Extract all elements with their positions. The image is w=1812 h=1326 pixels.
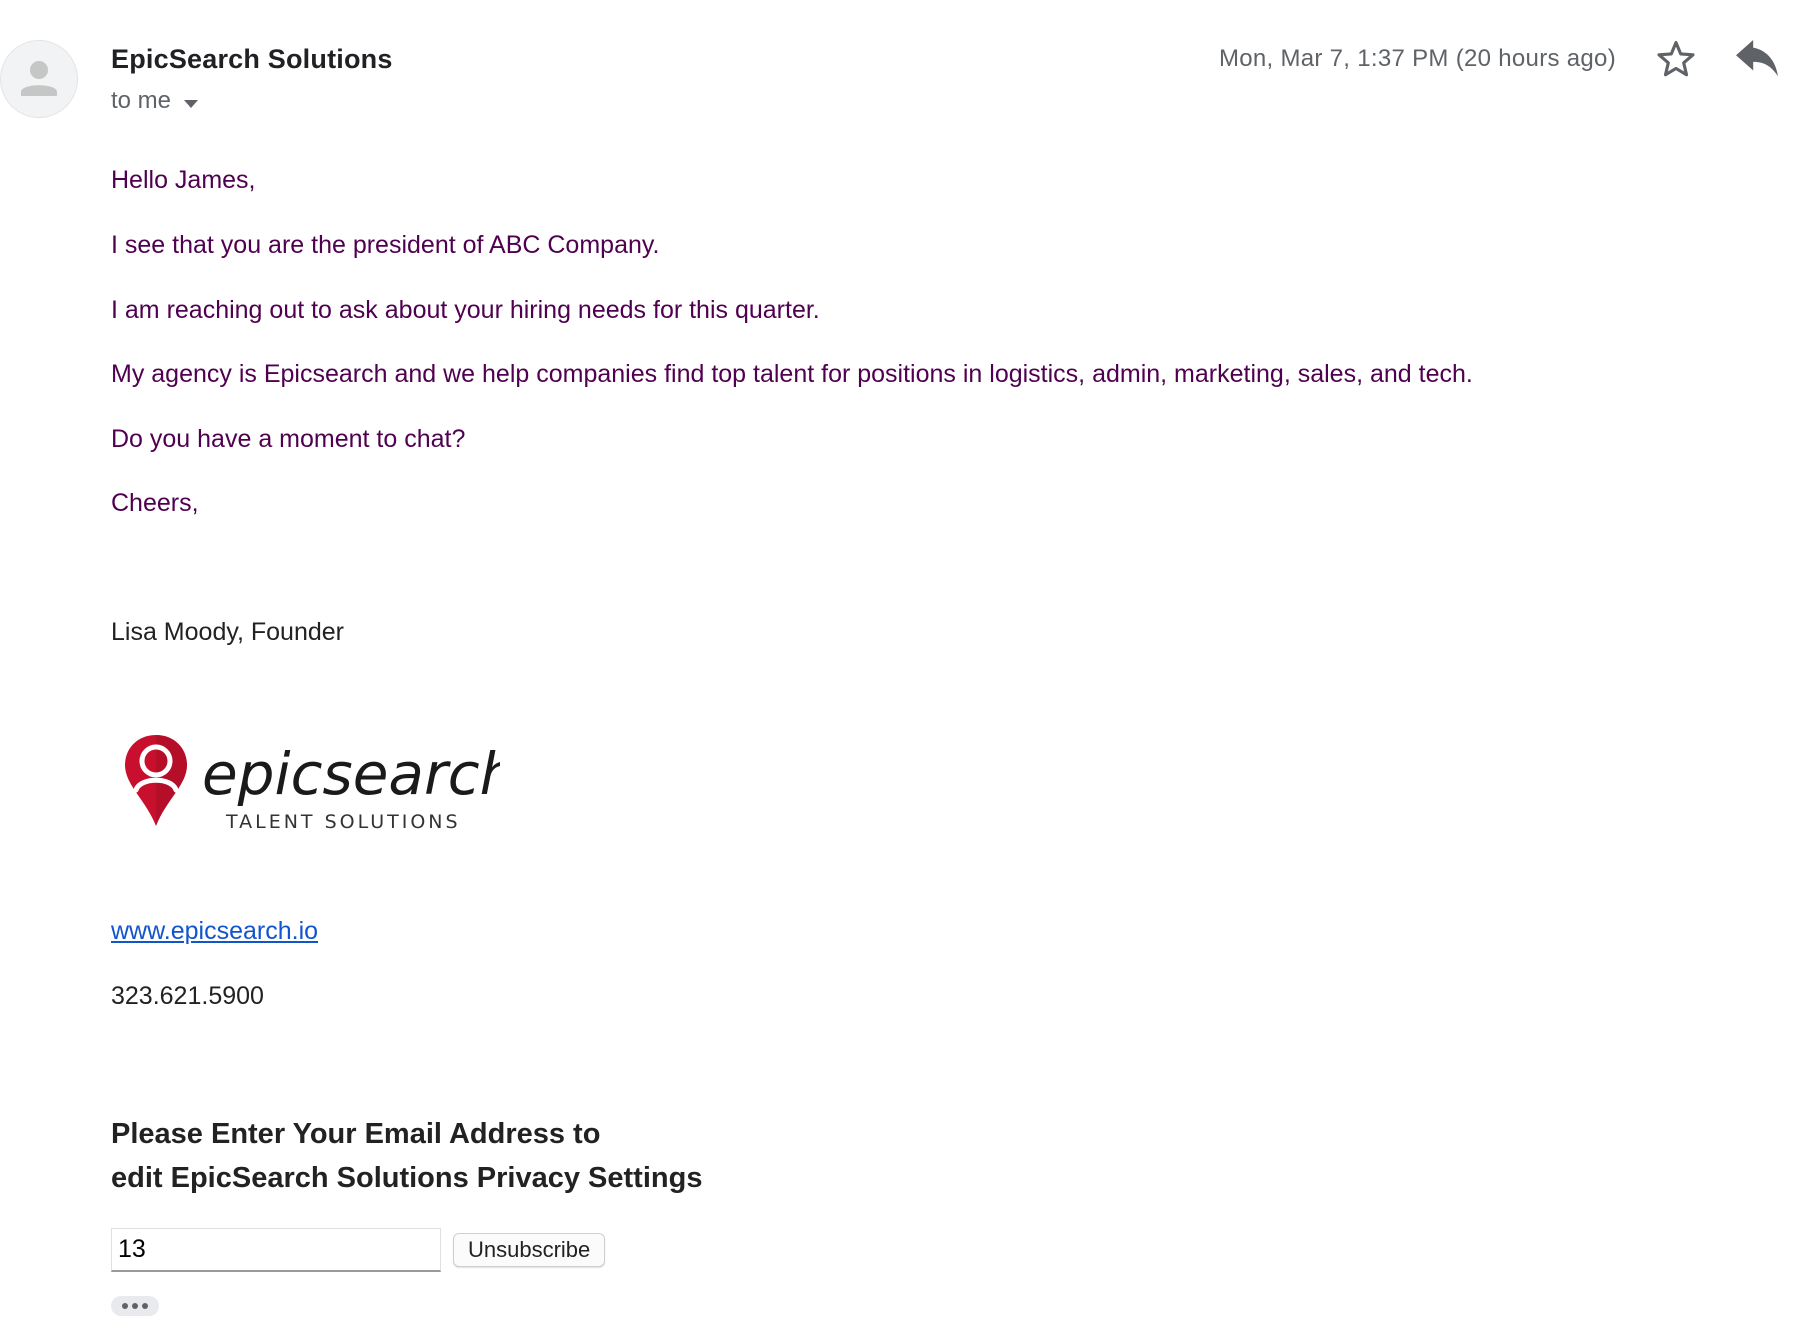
greeting-line: Hello James, bbox=[111, 166, 256, 194]
location-pin-icon bbox=[125, 735, 187, 826]
privacy-heading-line-1: Please Enter Your Email Address to bbox=[111, 1118, 601, 1150]
website-link[interactable]: www.epicsearch.io bbox=[111, 917, 319, 945]
recipient-label: to me bbox=[111, 87, 172, 114]
star-icon[interactable] bbox=[1655, 38, 1697, 80]
epicsearch-logo bbox=[120, 730, 500, 840]
unsubscribe-button[interactable]: Unsubscribe bbox=[453, 1233, 605, 1267]
reply-icon[interactable] bbox=[1734, 40, 1780, 80]
logo-tagline: TALENT SOLUTIONS bbox=[226, 811, 461, 833]
sender-name[interactable]: EpicSearch Solutions bbox=[111, 44, 393, 74]
body-paragraph-3: My agency is Epicsearch and we help companies find top talent for positions in logistics, admin, marketing, sales, and tech. bbox=[111, 360, 1473, 388]
body-paragraph-2: I am reaching out to ask about your hiring needs for this quarter. bbox=[111, 296, 820, 324]
privacy-heading bbox=[111, 1112, 702, 1200]
email-address-input[interactable] bbox=[111, 1228, 441, 1272]
body-paragraph-1: I see that you are the president of ABC Company. bbox=[111, 231, 660, 259]
show-trimmed-content-button[interactable] bbox=[111, 1296, 159, 1316]
signature-name: Lisa Moody, Founder bbox=[111, 618, 344, 646]
privacy-heading-line-2: edit EpicSearch Solutions Privacy Settings bbox=[111, 1162, 703, 1194]
logo-wordmark: epicsearch bbox=[202, 740, 500, 808]
phone-number: 323.621.5900 bbox=[111, 982, 264, 1010]
recipient-details-toggle[interactable] bbox=[111, 86, 199, 116]
caret-down-icon[interactable] bbox=[183, 88, 199, 116]
body-paragraph-4: Do you have a moment to chat? bbox=[111, 425, 466, 453]
person-icon bbox=[0, 40, 78, 118]
sender-avatar[interactable] bbox=[0, 40, 78, 118]
closing-line: Cheers, bbox=[111, 489, 199, 517]
message-timestamp: Mon, Mar 7, 1:37 PM (20 hours ago) bbox=[1218, 45, 1616, 72]
ellipsis-icon bbox=[121, 1302, 149, 1310]
